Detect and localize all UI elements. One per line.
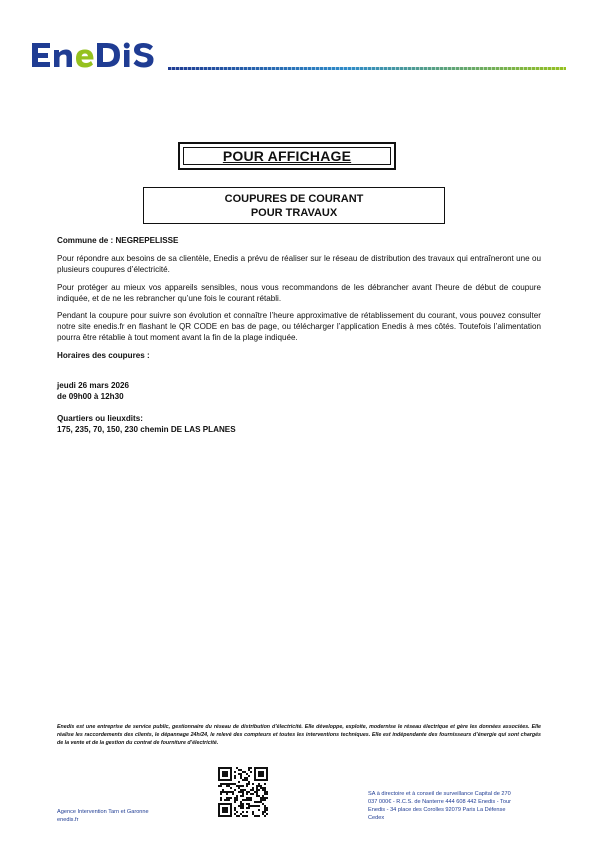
agency-name: Agence Intervention Tarn et Garonne [57,809,149,815]
header-gradient-rule [168,67,566,70]
agency-site-link[interactable]: enedis.fr [57,817,79,823]
quartiers-block [57,413,541,435]
company-line-3: Enedis - 34 place des Corolles 92079 Paris La Défense [368,807,506,813]
footer-legal-text: Enedis est une entreprise de service public, gestionnaire du réseau de distribution d’électricité. Elle développe, exploite, modernise le réseau électrique et gère les données associées. Elle réalise les raccordements des clients, le dépannage 24h/24, le relevé des compteurs et toutes les interventions techniques. Elle est indépendante des fournisseurs d’énergie qui sont chargés de la vente et de la gestion du contrat de fourniture d’électricité. [57,724,541,746]
notice-body [57,235,541,436]
subtitle-box [143,187,445,224]
outage-time-range: de 09h00 à 12h30 [57,392,124,402]
agency-block [57,808,149,824]
subtitle-line-1: COUPURES DE COURANT [224,192,364,205]
qr-code-icon[interactable] [218,767,268,817]
paragraph-intro: Pour répondre aux besoins de sa clientèle, Enedis a prévu de réaliser sur le réseau de distribution des travaux qui entraîneront une ou plusieurs coupures d’électricité. [57,254,541,275]
horaires-label: Horaires des coupures : [57,350,150,360]
paragraph-followup: Pendant la coupure pour suivre son évolution et connaître l’heure approximative de rétablissement du courant, vous pouvez consulter notre site enedis.fr en flashant le QR CODE en bas de page, ou télécharger l’application Enedis à mes côtés. Toutefois l’alimentation pourra être rétablie à tout moment avant la fin de la plage indiquée. [57,311,541,343]
quartiers-label: Quartiers ou lieuxdits: [57,414,143,424]
title-box [178,142,396,170]
company-line-1: SA à directoire et à conseil de surveillance Capital de 270 [368,791,511,797]
company-info [368,790,540,822]
commune-line: Commune de : NEGREPELISSE [57,236,179,245]
outage-date: jeudi 26 mars 2026 [57,380,129,390]
subtitle-line-2: POUR TRAVAUX [250,206,338,219]
paragraph-protection: Pour protéger au mieux vos appareils sensibles, nous vous recommandons de les débrancher avant l’heure de début de coupure indiquée, et de ne les rebrancher qu’une fois le courant rétabli. [57,282,541,303]
company-line-4: Cedex [368,815,385,821]
notice-title: POUR AFFICHAGE [222,148,352,164]
quartiers-value: 175, 235, 70, 150, 230 chemin DE LAS PLANES [57,425,236,435]
title-inner-frame [183,147,391,165]
enedis-logo [30,40,156,70]
company-line-2: 037 000€ - R.C.S. de Nanterre 444 608 442 Enedis - Tour [368,799,511,805]
outage-schedule [57,380,541,402]
